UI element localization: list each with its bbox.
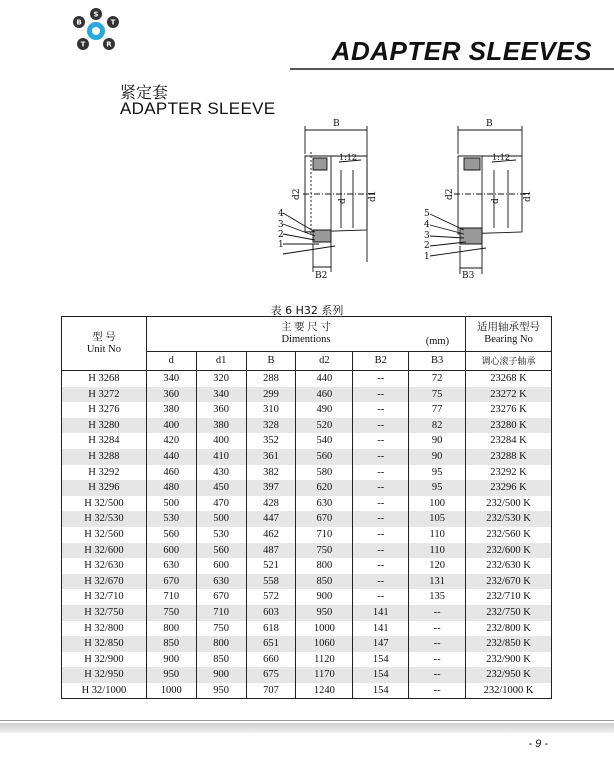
table-cell: -- [353, 387, 409, 403]
table-cell: 462 [246, 527, 296, 543]
table-row [62, 371, 552, 387]
table-cell: 572 [246, 589, 296, 605]
table-cell: 232/670 K [466, 574, 552, 590]
table-cell: 900 [296, 589, 353, 605]
table-cell: 800 [296, 558, 353, 574]
table-cell: 23280 K [466, 418, 552, 434]
callout-label: 4 [278, 209, 284, 219]
table-cell: -- [353, 465, 409, 481]
table-cell: 560 [296, 449, 353, 465]
table-cell: 950 [296, 605, 353, 621]
table-cell: H 32/670 [62, 574, 147, 590]
col-header-d: d [146, 352, 196, 371]
table-cell: 232/750 K [466, 605, 552, 621]
label-taper: 1:12 [492, 153, 510, 162]
table-cell: -- [353, 511, 409, 527]
table-cell: 618 [246, 621, 296, 637]
table-cell: 460 [146, 465, 196, 481]
table-cell: -- [353, 480, 409, 496]
table-cell: H 32/800 [62, 621, 147, 637]
table-cell: 340 [146, 371, 196, 387]
table-cell: 400 [196, 433, 246, 449]
table-cell: 558 [246, 574, 296, 590]
table-cell: 651 [246, 636, 296, 652]
logo-letter: S [93, 10, 99, 19]
logo-letter: T [80, 40, 86, 49]
table-cell: 850 [196, 652, 246, 668]
unit-header-en: Unit No [86, 343, 121, 355]
col-header-unit [62, 317, 147, 371]
table-cell: 530 [146, 511, 196, 527]
table-row [62, 387, 552, 403]
adapter-sleeve-diagram-right [420, 112, 540, 287]
bearing-header-en: Bearing No [484, 334, 533, 345]
table-cell: 397 [246, 480, 296, 496]
table-cell: 90 [409, 449, 466, 465]
label-d2: d2 [445, 188, 455, 200]
table-cell: 232/600 K [466, 543, 552, 559]
col-header-bearing [466, 317, 552, 352]
dims-header-cn: 主 要 尺 寸 [281, 322, 331, 333]
table-cell: 470 [196, 496, 246, 512]
callout-label: 5 [424, 209, 430, 219]
table-cell: 487 [246, 543, 296, 559]
table-cell: H 3292 [62, 465, 147, 481]
dims-header-en: Dimentions [281, 334, 331, 345]
table-cell: 23292 K [466, 465, 552, 481]
table-cell: -- [409, 621, 466, 637]
table-cell: 232/1000 K [466, 683, 552, 699]
table-cell: 707 [246, 683, 296, 699]
table-cell: 135 [409, 589, 466, 605]
table-cell: 750 [146, 605, 196, 621]
bearing-header-cn: 适用轴承型号 [477, 322, 541, 333]
table-cell: 500 [196, 511, 246, 527]
table-cell: 105 [409, 511, 466, 527]
table-cell: 110 [409, 543, 466, 559]
company-logo [66, 6, 126, 56]
table-cell: 447 [246, 511, 296, 527]
table-cell: 440 [296, 371, 353, 387]
table-cell: 600 [196, 558, 246, 574]
table-cell: 232/900 K [466, 652, 552, 668]
table-cell: 100 [409, 496, 466, 512]
table-cell: 750 [296, 543, 353, 559]
table-cell: 670 [146, 574, 196, 590]
table-cell: 299 [246, 387, 296, 403]
table-cell: 620 [296, 480, 353, 496]
table-cell: H 32/950 [62, 667, 147, 683]
table-cell: 141 [353, 605, 409, 621]
col-header-b3: B3 [409, 352, 466, 371]
table-cell: 603 [246, 605, 296, 621]
table-cell: 950 [146, 667, 196, 683]
table-row [62, 621, 552, 637]
table-cell: 1000 [146, 683, 196, 699]
table-row [62, 683, 552, 699]
table-cell: 23284 K [466, 433, 552, 449]
header-divider [290, 68, 614, 70]
table-cell: 800 [146, 621, 196, 637]
table-cell: 232/560 K [466, 527, 552, 543]
table-cell: 23276 K [466, 402, 552, 418]
table-cell: 380 [146, 402, 196, 418]
table-cell: 490 [296, 402, 353, 418]
table-cell: 670 [296, 511, 353, 527]
col-header-b2: B2 [353, 352, 409, 371]
table-cell: 232/500 K [466, 496, 552, 512]
table-cell: 310 [246, 402, 296, 418]
label-d1: d1 [368, 190, 378, 202]
table-cell: 450 [196, 480, 246, 496]
table-cell: H 32/900 [62, 652, 147, 668]
table-cell: 82 [409, 418, 466, 434]
table-cell: 420 [146, 433, 196, 449]
table-row [62, 543, 552, 559]
callout-label: 3 [278, 220, 284, 230]
footer-band [0, 723, 614, 733]
table-cell: 232/950 K [466, 667, 552, 683]
adapter-sleeve-diagram-left [275, 112, 385, 287]
table-cell: 900 [146, 652, 196, 668]
logo-letter: T [110, 18, 116, 27]
table-cell: H 32/850 [62, 636, 147, 652]
table-caption: 表 6 H32 系列 [270, 304, 344, 317]
table-row [62, 667, 552, 683]
table-cell: 141 [353, 621, 409, 637]
table-cell: 361 [246, 449, 296, 465]
table-cell: 630 [146, 558, 196, 574]
callout-label: 4 [424, 220, 430, 230]
table-cell: 521 [246, 558, 296, 574]
table-cell: 440 [146, 449, 196, 465]
label-d: d [491, 198, 501, 204]
table-cell: 500 [146, 496, 196, 512]
label-b3: B3 [462, 271, 475, 281]
table-cell: 630 [196, 574, 246, 590]
table-cell: 120 [409, 558, 466, 574]
table-cell: 1120 [296, 652, 353, 668]
table-cell: 410 [196, 449, 246, 465]
table-cell: 430 [196, 465, 246, 481]
section-title-cn: 紧定套 [120, 83, 169, 102]
table-row [62, 511, 552, 527]
table-cell: 580 [296, 465, 353, 481]
table-cell: H 3280 [62, 418, 147, 434]
table-cell: 147 [353, 636, 409, 652]
table-cell: H 32/630 [62, 558, 147, 574]
table-cell: 460 [296, 387, 353, 403]
table-cell: 380 [196, 418, 246, 434]
label-d2: d2 [292, 188, 302, 200]
table-cell: 110 [409, 527, 466, 543]
callout-label: 1 [424, 252, 430, 262]
h32-spec-table [61, 316, 552, 699]
label-b: B [486, 119, 493, 129]
table-row [62, 589, 552, 605]
callout-label: 2 [278, 230, 284, 240]
table-cell: 232/800 K [466, 621, 552, 637]
table-row [62, 558, 552, 574]
table-cell: -- [353, 418, 409, 434]
callout-label: 3 [424, 231, 430, 241]
table-cell: -- [353, 433, 409, 449]
table-cell: 710 [296, 527, 353, 543]
table-row [62, 480, 552, 496]
table-cell: 1000 [296, 621, 353, 637]
table-cell: 360 [146, 387, 196, 403]
table-row [62, 652, 552, 668]
label-b: B [333, 119, 340, 129]
table-cell: 23268 K [466, 371, 552, 387]
table-cell: -- [353, 402, 409, 418]
label-d1: d1 [523, 190, 533, 202]
table-cell: H 32/710 [62, 589, 147, 605]
label-b2: B2 [315, 271, 328, 281]
table-cell: 530 [196, 527, 246, 543]
table-cell: 360 [196, 402, 246, 418]
table-row [62, 402, 552, 418]
table-cell: 382 [246, 465, 296, 481]
table-row [62, 433, 552, 449]
table-cell: 630 [296, 496, 353, 512]
table-cell: 154 [353, 667, 409, 683]
table-cell: -- [353, 371, 409, 387]
table-cell: 131 [409, 574, 466, 590]
table-cell: H 32/500 [62, 496, 147, 512]
table-cell: 232/530 K [466, 511, 552, 527]
table-cell: 670 [196, 589, 246, 605]
table-cell: 232/710 K [466, 589, 552, 605]
table-cell: 1240 [296, 683, 353, 699]
table-cell: 900 [196, 667, 246, 683]
table-cell: -- [353, 527, 409, 543]
table-cell: 320 [196, 371, 246, 387]
col-header-bearing-type: 调心滚子轴承 [466, 352, 552, 371]
label-d: d [338, 198, 348, 204]
table-cell: 232/630 K [466, 558, 552, 574]
table-cell: 328 [246, 418, 296, 434]
table-cell: 950 [196, 683, 246, 699]
table-row [62, 465, 552, 481]
table-cell: -- [353, 496, 409, 512]
table-cell: 95 [409, 480, 466, 496]
table-cell: 90 [409, 433, 466, 449]
dims-unit: (mm) [425, 336, 450, 347]
col-header-b: B [246, 352, 296, 371]
table-cell: -- [409, 605, 466, 621]
col-header-dimensions [146, 317, 465, 352]
table-cell: 23296 K [466, 480, 552, 496]
page-header-title: ADAPTER SLEEVES [331, 36, 592, 66]
table-cell: 520 [296, 418, 353, 434]
table-cell: -- [353, 574, 409, 590]
table-cell: 23288 K [466, 449, 552, 465]
table-cell: 480 [146, 480, 196, 496]
table-cell: 750 [196, 621, 246, 637]
table-cell: 95 [409, 465, 466, 481]
table-cell: H 32/560 [62, 527, 147, 543]
table-cell: H 3276 [62, 402, 147, 418]
col-header-d1: d1 [196, 352, 246, 371]
logo-letter: B [76, 18, 82, 27]
table-cell: -- [353, 449, 409, 465]
table-cell: 352 [246, 433, 296, 449]
col-header-d2: d2 [296, 352, 353, 371]
table-cell: 23272 K [466, 387, 552, 403]
label-taper: 1:12 [339, 153, 357, 162]
table-cell: -- [409, 652, 466, 668]
table-cell: 675 [246, 667, 296, 683]
table-cell: H 3284 [62, 433, 147, 449]
table-cell: 1170 [296, 667, 353, 683]
table-cell: 560 [146, 527, 196, 543]
table-cell: 710 [146, 589, 196, 605]
table-cell: 710 [196, 605, 246, 621]
footer-divider [0, 720, 614, 721]
table-cell: 154 [353, 652, 409, 668]
table-row [62, 449, 552, 465]
table-cell: 800 [196, 636, 246, 652]
table-cell: 540 [296, 433, 353, 449]
table-cell: H 32/750 [62, 605, 147, 621]
unit-header-cn: 型 号 [92, 331, 116, 343]
table-cell: H 3296 [62, 480, 147, 496]
callout-label: 1 [278, 240, 284, 250]
table-cell: H 3268 [62, 371, 147, 387]
table-cell: -- [353, 558, 409, 574]
table-cell: 600 [146, 543, 196, 559]
table-cell: 850 [296, 574, 353, 590]
table-cell: H 32/1000 [62, 683, 147, 699]
table-cell: 428 [246, 496, 296, 512]
table-cell: 560 [196, 543, 246, 559]
logo-letter: R [106, 40, 112, 49]
table-row [62, 496, 552, 512]
table-cell: 232/850 K [466, 636, 552, 652]
table-cell: 400 [146, 418, 196, 434]
table-row [62, 418, 552, 434]
table-cell: -- [409, 636, 466, 652]
table-cell: H 32/600 [62, 543, 147, 559]
table-cell: 75 [409, 387, 466, 403]
table-cell: -- [409, 683, 466, 699]
table-cell: 850 [146, 636, 196, 652]
table-cell: H 3288 [62, 449, 147, 465]
table-cell: 77 [409, 402, 466, 418]
section-title-en: ADAPTER SLEEVE [120, 99, 276, 118]
table-row [62, 527, 552, 543]
table-cell: 72 [409, 371, 466, 387]
table-cell: H 3272 [62, 387, 147, 403]
table-cell: 660 [246, 652, 296, 668]
page-number: - 9 - [528, 738, 548, 750]
table-row [62, 574, 552, 590]
table-row [62, 636, 552, 652]
table-cell: 154 [353, 683, 409, 699]
table-cell: 340 [196, 387, 246, 403]
callout-label: 2 [424, 241, 430, 251]
table-cell: -- [353, 589, 409, 605]
table-cell: 288 [246, 371, 296, 387]
table-cell: 1060 [296, 636, 353, 652]
table-cell: -- [409, 667, 466, 683]
table-cell: -- [353, 543, 409, 559]
table-row [62, 605, 552, 621]
table-cell: H 32/530 [62, 511, 147, 527]
